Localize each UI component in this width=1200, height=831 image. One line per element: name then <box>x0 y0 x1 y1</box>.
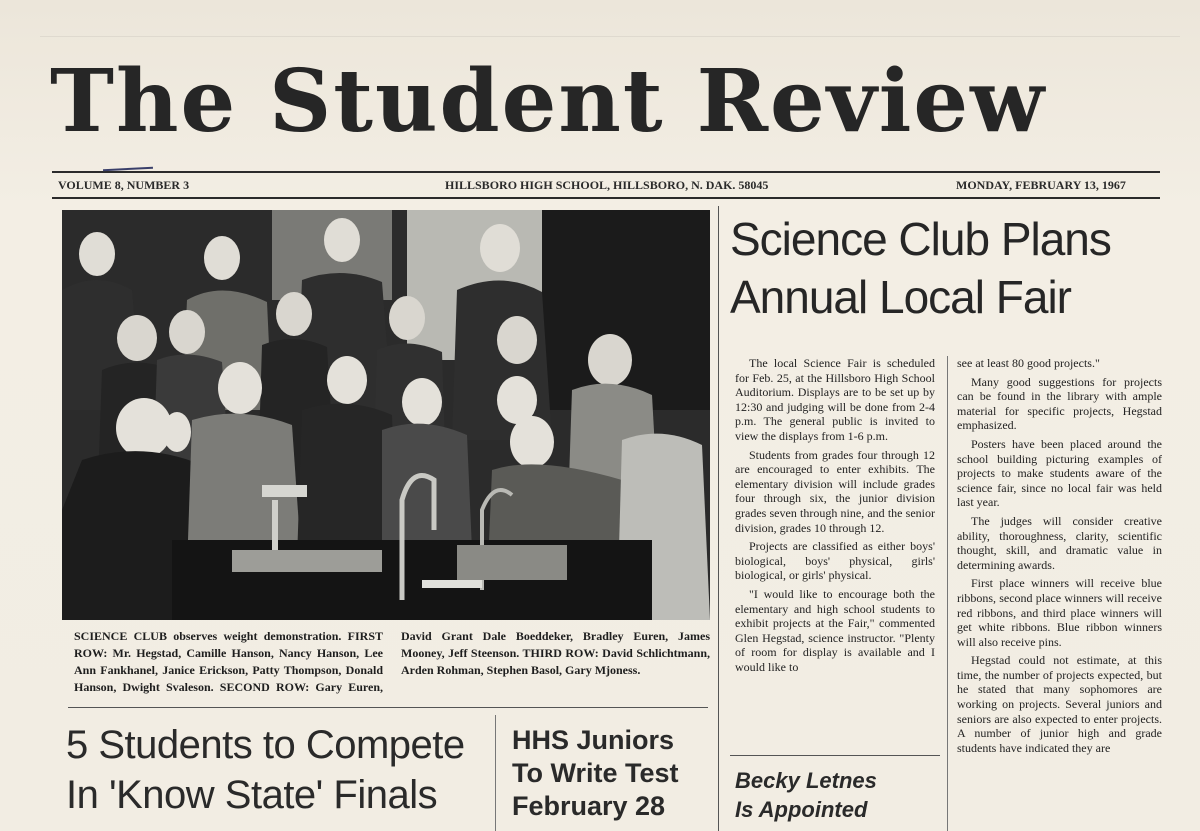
bottom-column-divider <box>495 715 496 831</box>
paragraph: Posters have been placed around the school building picturing examples of projects to make students aware of the science fair, since no local fair was held last year. <box>957 436 1162 510</box>
headline-line: In 'Know State' Finals <box>66 773 438 817</box>
headline-juniors-test <box>512 724 679 823</box>
sidebar-rule <box>730 755 940 756</box>
headline-line: HHS Juniors <box>512 725 675 755</box>
paragraph: The local Science Fair is scheduled for Feb. 25, at the Hillsboro High School Auditorium. Displays are to be set up by 12:30 and judging will be done from 2-4 p.m. The general public is invited to view the displays from 1-6 p.m. <box>735 356 935 443</box>
photo-illustration <box>62 210 710 620</box>
masthead-rule-bottom <box>52 197 1160 199</box>
paragraph: Students from grades four through 12 are encouraged to enter exhibits. The elementary division will include grades four through six, the junior division grades seven through nine, and the senior division, grades 10 through 12. <box>735 447 935 535</box>
lead-headline <box>730 210 1170 326</box>
headline-becky-letnes <box>735 766 877 824</box>
column-divider <box>718 206 719 831</box>
paragraph: see at least 80 good projects." <box>957 356 1100 370</box>
masthead-title: The Student Review <box>50 51 1047 152</box>
issue-date: MONDAY, FEBRUARY 13, 1967 <box>956 178 1126 192</box>
headline-line: February 28 <box>512 791 666 821</box>
masthead-rule-top <box>52 171 1160 173</box>
school-address: HILLSBORO HIGH SCHOOL, HILLSBORO, N. DAK. 58045 <box>445 178 769 192</box>
paragraph: Projects are classified as either boys' biological, boys' physical, girls' biological, or girls' physical. <box>735 539 935 583</box>
paragraph: The judges will consider creative ability, thoroughness, clarity, scientific thought, skill, and dramatic value in determining awards. <box>957 513 1162 572</box>
photo-caption: SCIENCE CLUB observes weight demonstration. FIRST ROW: Mr. Hegstad, Camille Hanson, Nancy Hanson, Lee Ann Fankhanel, Janice Erickson, Patty Thompson, Donald Hanson, Dwight Svaleson. SECOND ROW: Gary Euren, David Grant Dale Boeddeker, Bradley Euren, James Mooney, Jeff Steenson. THIRD ROW: David Schlichtmann, Arden Rohman, Stephen Basol, Gary Mjoness. <box>74 629 710 694</box>
show-through-line <box>40 36 1180 49</box>
headline-line: 5 Students to Compete <box>66 723 465 767</box>
paragraph: "I would like to encourage both the elementary and high school students to exhibit projects at the Fair," commented Glen Hegstad, science instructor. "Plenty of room for display is available and I would like to <box>735 586 935 674</box>
lead-story-column-2 <box>957 356 1162 759</box>
volume-number: VOLUME 8, NUMBER 3 <box>58 178 190 192</box>
headline-line: Is Appointed <box>735 797 868 822</box>
paragraph: First place winners will receive blue ribbons, second place winners will receive red ribbons, and third place winners will get white ribbons. Blue ribbon winners will also receive pins. <box>957 576 1162 649</box>
headline-line: To Write Test <box>512 758 679 788</box>
lead-headline-line1: Science Club Plans <box>730 213 1111 265</box>
headline-know-state <box>66 720 465 820</box>
bottom-section-rule <box>68 707 708 708</box>
lead-headline-line2: Annual Local Fair <box>730 271 1071 323</box>
lead-story-column-1 <box>735 356 935 678</box>
headline-line: Becky Letnes <box>735 768 877 793</box>
paragraph: Many good suggestions for projects can be found in the library with ample material for specific projects, Hegstad emphasized. <box>957 374 1162 433</box>
science-club-photo <box>62 210 710 620</box>
column-divider-inner <box>947 356 948 831</box>
paragraph: Hegstad could not estimate, at this time, the number of projects expected, but he stated that many sophomores are working on projects. Several juniors and seniors are also expected to enter projects. A number of junior high and grade students have indicated they are <box>957 653 1162 755</box>
